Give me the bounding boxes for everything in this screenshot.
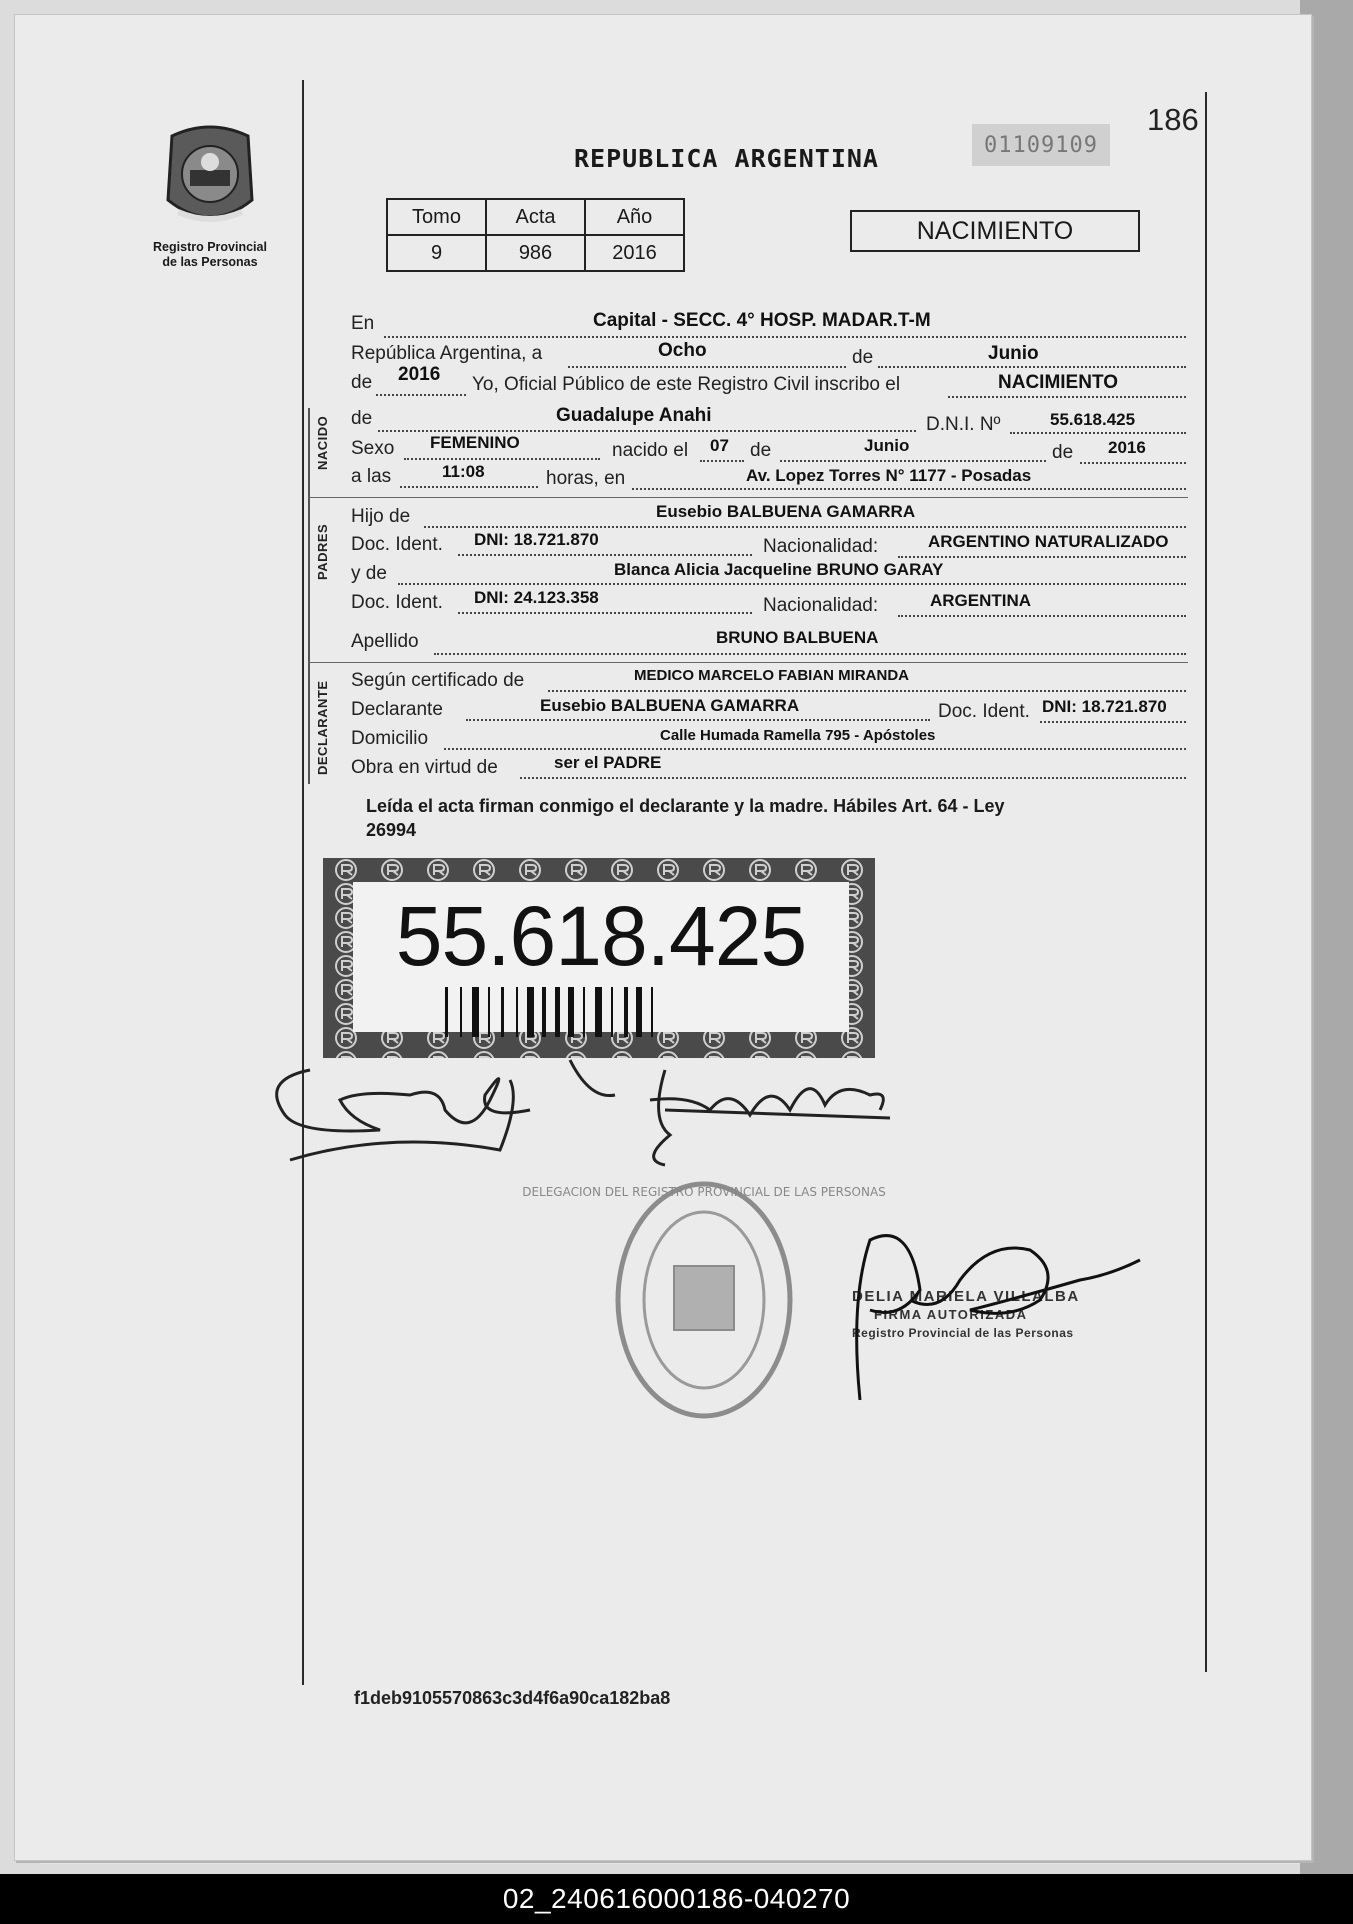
de-label: de [852,347,874,368]
surname-label: Apellido [351,631,419,652]
father-doc: DNI: 18.721.870 [474,530,599,549]
dotted-line [898,556,1186,558]
dotted-line [568,366,846,368]
tomo-value: 9 [387,235,486,271]
table-row [387,235,684,271]
official-role: FIRMA AUTORIZADA [874,1307,1028,1322]
acta-value: 986 [486,235,585,271]
at-label: a las [351,466,392,487]
registry-seal-icon [522,1178,886,1422]
place-value: Capital - SECC. 4° HOSP. MADAR.T-M [593,310,931,331]
left-margin-line [302,80,304,1685]
and-of-label: y de [351,563,387,584]
doc-label: Doc. Ident. [351,534,443,555]
de-label: de [351,372,373,393]
section-label-padres: PADRES [315,523,330,580]
signatures-icon [270,1040,910,1190]
dotted-line [398,583,1186,585]
child-first-names: Guadalupe Anahi [556,405,712,426]
birth-month: Junio [864,436,910,455]
dotted-line [400,486,538,488]
section-label-declarante: DECLARANTE [315,680,330,775]
dotted-line [424,526,1186,528]
hours-at-label: horas, en [546,468,626,489]
dotted-line [548,690,1186,692]
child-sex: FEMENINO [430,433,520,452]
born-on-label: nacido el [612,440,689,461]
sex-label: Sexo [351,438,395,459]
dotted-line [378,430,916,432]
dotted-line [1010,432,1186,434]
section-rule [308,497,1188,498]
dni-label: D.N.I. Nº [926,414,1001,435]
document-hash: f1deb9105570863c3d4f6a90ca182ba8 [354,1688,671,1708]
child-of-label: Hijo de [351,506,411,527]
dotted-line [898,615,1186,617]
registration-month: Junio [988,343,1039,364]
logo-caption-line2: de las Personas [162,255,258,269]
sticker-dni-number: 55.618.425 [395,889,807,983]
barcode-icon [443,987,773,1037]
dotted-line [520,777,1186,779]
place-label: En [351,313,375,334]
child-dni: 55.618.425 [1050,410,1136,429]
acting-label: Obra en virtud de [351,757,498,778]
table-header-tomo: Tomo [387,199,486,235]
mother-name: Blanca Alicia Jacqueline BRUNO GARAY [614,560,944,579]
dotted-line [1080,462,1186,464]
right-margin-line [1205,92,1207,1672]
logo-caption-line1: Registro Provincial [153,240,267,254]
tomo-acta-ano-table [386,198,685,272]
act-registered: NACIMIENTO [998,372,1118,393]
image-id-footer: 02_240616000186-040270 [0,1874,1353,1924]
registry-logo-caption [140,240,280,270]
serial-stamp: 01109109 [972,124,1110,166]
nationality-label: Nacionalidad: [763,595,879,616]
crest-icon [160,122,260,234]
ano-value: 2016 [585,235,684,271]
dotted-line [1040,721,1186,723]
certificate-label: Según certificado de [351,670,525,691]
official-name: DELIA MARIELA VILLALBA [852,1288,1080,1305]
dotted-line [458,612,752,614]
mother-doc: DNI: 24.123.358 [474,588,599,607]
dotted-line [700,460,744,462]
dotted-line [376,394,466,396]
country-title: REPUBLICA ARGENTINA [574,144,879,173]
closing-line-2: 26994 [366,820,417,840]
official-signature-icon [850,1220,1150,1410]
page-number: 186 [1147,102,1199,137]
dotted-line [434,653,1186,655]
surname-value: BRUNO BALBUENA [716,628,879,647]
birth-day: 07 [710,436,729,455]
declarant-acting-as: ser el PADRE [554,753,662,772]
sticker-label [353,882,849,1032]
dotted-line [444,748,1186,750]
declarant-address: Calle Humada Ramella 795 - Apóstoles [660,727,936,744]
dotted-line [458,554,752,556]
country-label: República Argentina, a [351,343,543,364]
official-registry: Registro Provincial de las Personas [852,1326,1074,1340]
de-label: de [1052,442,1074,463]
declarant-doc: DNI: 18.721.870 [1042,697,1167,716]
father-nationality: ARGENTINO NATURALIZADO [928,532,1169,551]
province-crest-logo [160,122,260,234]
de-label: de [750,440,772,461]
dotted-line [466,719,930,721]
officer-statement: Yo, Oficial Público de este Registro Civil inscribo el [472,374,901,395]
dni-barcode-sticker [323,858,875,1058]
birth-time: 11:08 [442,462,485,481]
table-header-ano: Año [585,199,684,235]
section-label-nacido: NACIDO [315,415,330,470]
dotted-line [780,460,1046,462]
dotted-line [384,336,1186,338]
dotted-line [632,488,1186,490]
record-type-box: NACIMIENTO [850,210,1140,252]
certificate-doctor: MEDICO MARCELO FABIAN MIRANDA [634,667,909,684]
closing-line-1: Leída el acta firman conmigo el declarante y la madre. Hábiles Art. 64 - Ley [366,796,1005,816]
section-divider-line [308,408,310,784]
father-name: Eusebio BALBUENA GAMARRA [656,502,916,521]
doc-label: Doc. Ident. [351,592,443,613]
mother-nationality: ARGENTINA [930,591,1032,610]
de-label: de [351,408,373,429]
table-header-acta: Acta [486,199,585,235]
section-rule [308,662,1188,663]
registration-year: 2016 [398,364,441,385]
dotted-line [404,458,600,460]
declarant-label: Declarante [351,699,443,720]
birth-year: 2016 [1108,438,1146,457]
doc-label: Doc. Ident. [938,701,1030,722]
dotted-line [878,366,1186,368]
nationality-label: Nacionalidad: [763,536,879,557]
closing-statement [366,794,1005,842]
registration-day: Ocho [658,340,707,361]
seal-text: DELEGACION DEL REGISTRO PROVINCIAL DE LAS PERSONAS [522,1185,886,1199]
dotted-line [948,396,1186,398]
address-label: Domicilio [351,728,429,749]
birth-place: Av. Lopez Torres N° 1177 - Posadas [746,466,1032,485]
table-header-row [387,199,684,235]
declarant-name: Eusebio BALBUENA GAMARRA [540,696,800,715]
